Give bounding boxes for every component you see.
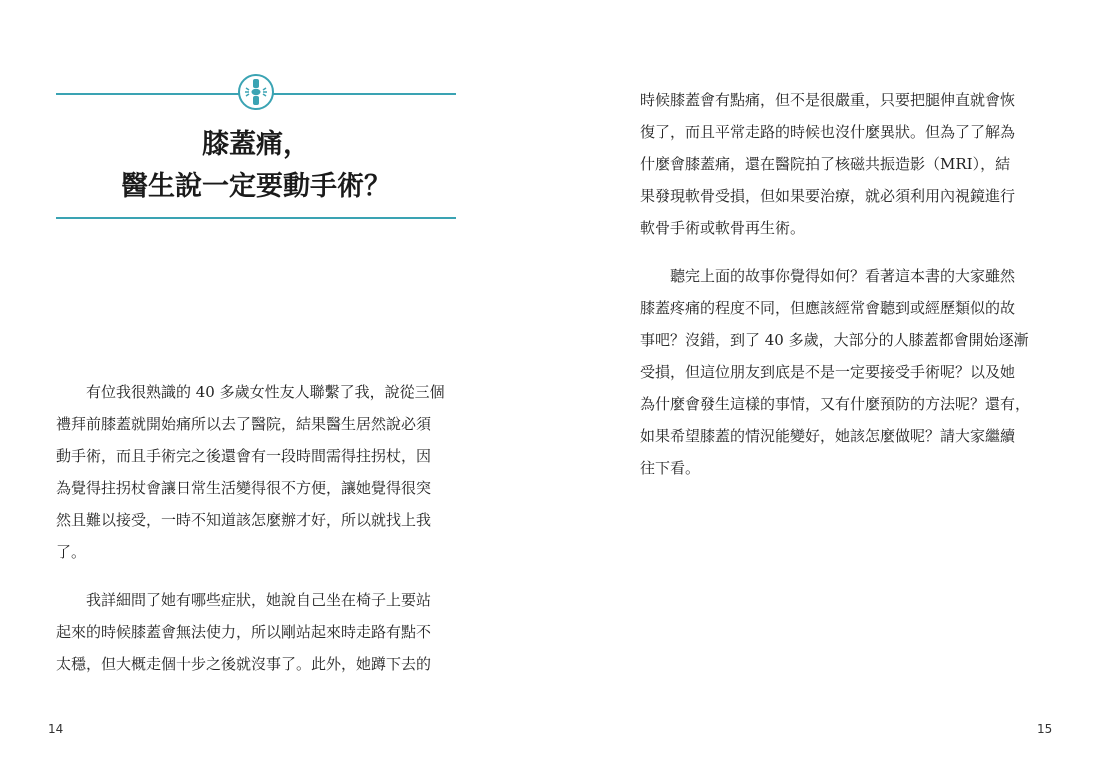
page-number-left: 14 xyxy=(48,722,64,736)
paragraph xyxy=(640,260,1060,484)
text-line: 往下看。 xyxy=(640,459,701,477)
text-line: 為覺得拄拐杖會讓日常生活變得很不方便，讓她覺得很突 xyxy=(56,479,432,497)
right-page xyxy=(550,0,1100,780)
text-line: 膝蓋疼痛的程度不同，但應該經常會聽到或經歷類似的故 xyxy=(640,299,1016,317)
chapter-title-line-1: 膝蓋痛， xyxy=(202,129,310,160)
text-line: 起來的時候膝蓋會無法使力，所以剛站起來時走路有點不 xyxy=(56,623,432,641)
text-line: 動手術，而且手術完之後還會有一段時間需得拄拐杖，因 xyxy=(56,447,432,465)
chapter-title xyxy=(56,124,456,208)
paragraph xyxy=(56,584,466,680)
left-body-text xyxy=(56,376,466,680)
text-line: 受損，但這位朋友到底是不是一定要接受手術呢？以及她 xyxy=(640,363,1016,381)
text-line: 了。 xyxy=(56,543,87,561)
text-line: 聽完上面的故事你覺得如何？看著這本書的大家雖然 xyxy=(640,267,1016,285)
text-line: 軟骨手術或軟骨再生術。 xyxy=(640,219,806,237)
text-line: 禮拜前膝蓋就開始痛所以去了醫院，結果醫生居然說必須 xyxy=(56,415,432,433)
text-line: 如果希望膝蓋的情況能變好，她該怎麼做呢？請大家繼續 xyxy=(640,427,1016,445)
chapter-title-line-2: 醫生說一定要動手術？ xyxy=(121,171,391,202)
paragraph-gap xyxy=(640,244,1060,260)
text-line: 太穩，但大概走個十步之後就沒事了。此外，她蹲下去的 xyxy=(56,655,432,673)
text-line: 為什麼會發生這樣的事情，又有什麼預防的方法呢？還有， xyxy=(640,395,1031,413)
text-line: 復了，而且平常走路的時候也沒什麼異狀。但為了了解為 xyxy=(640,123,1016,141)
paragraph xyxy=(640,84,1060,244)
text-line: 我詳細問了她有哪些症狀，她說自己坐在椅子上要站 xyxy=(56,591,432,609)
right-body-text xyxy=(640,84,1060,484)
text-line: 時候膝蓋會有點痛，但不是很嚴重，只要把腿伸直就會恢 xyxy=(640,91,1016,109)
text-line: 什麼會膝蓋痛，還在醫院拍了核磁共振造影（MRI），結 xyxy=(640,155,1011,173)
text-line: 然且難以接受，一時不知道該怎麼辦才好，所以就找上我 xyxy=(56,511,432,529)
paragraph-gap xyxy=(56,568,466,584)
text-line: 果發現軟骨受損，但如果要治療，就必須利用內視鏡進行 xyxy=(640,187,1016,205)
page-number-right: 15 xyxy=(1037,722,1053,736)
text-line: 事吧？沒錯，到了 40 多歲，大部分的人膝蓋都會開始逐漸 xyxy=(640,331,1029,349)
title-rule-bottom xyxy=(56,217,456,219)
paragraph xyxy=(56,376,466,568)
knee-joint-icon xyxy=(238,74,274,110)
text-line: 有位我很熟識的 40 多歲女性友人聯繫了我，說從三個 xyxy=(56,383,445,401)
